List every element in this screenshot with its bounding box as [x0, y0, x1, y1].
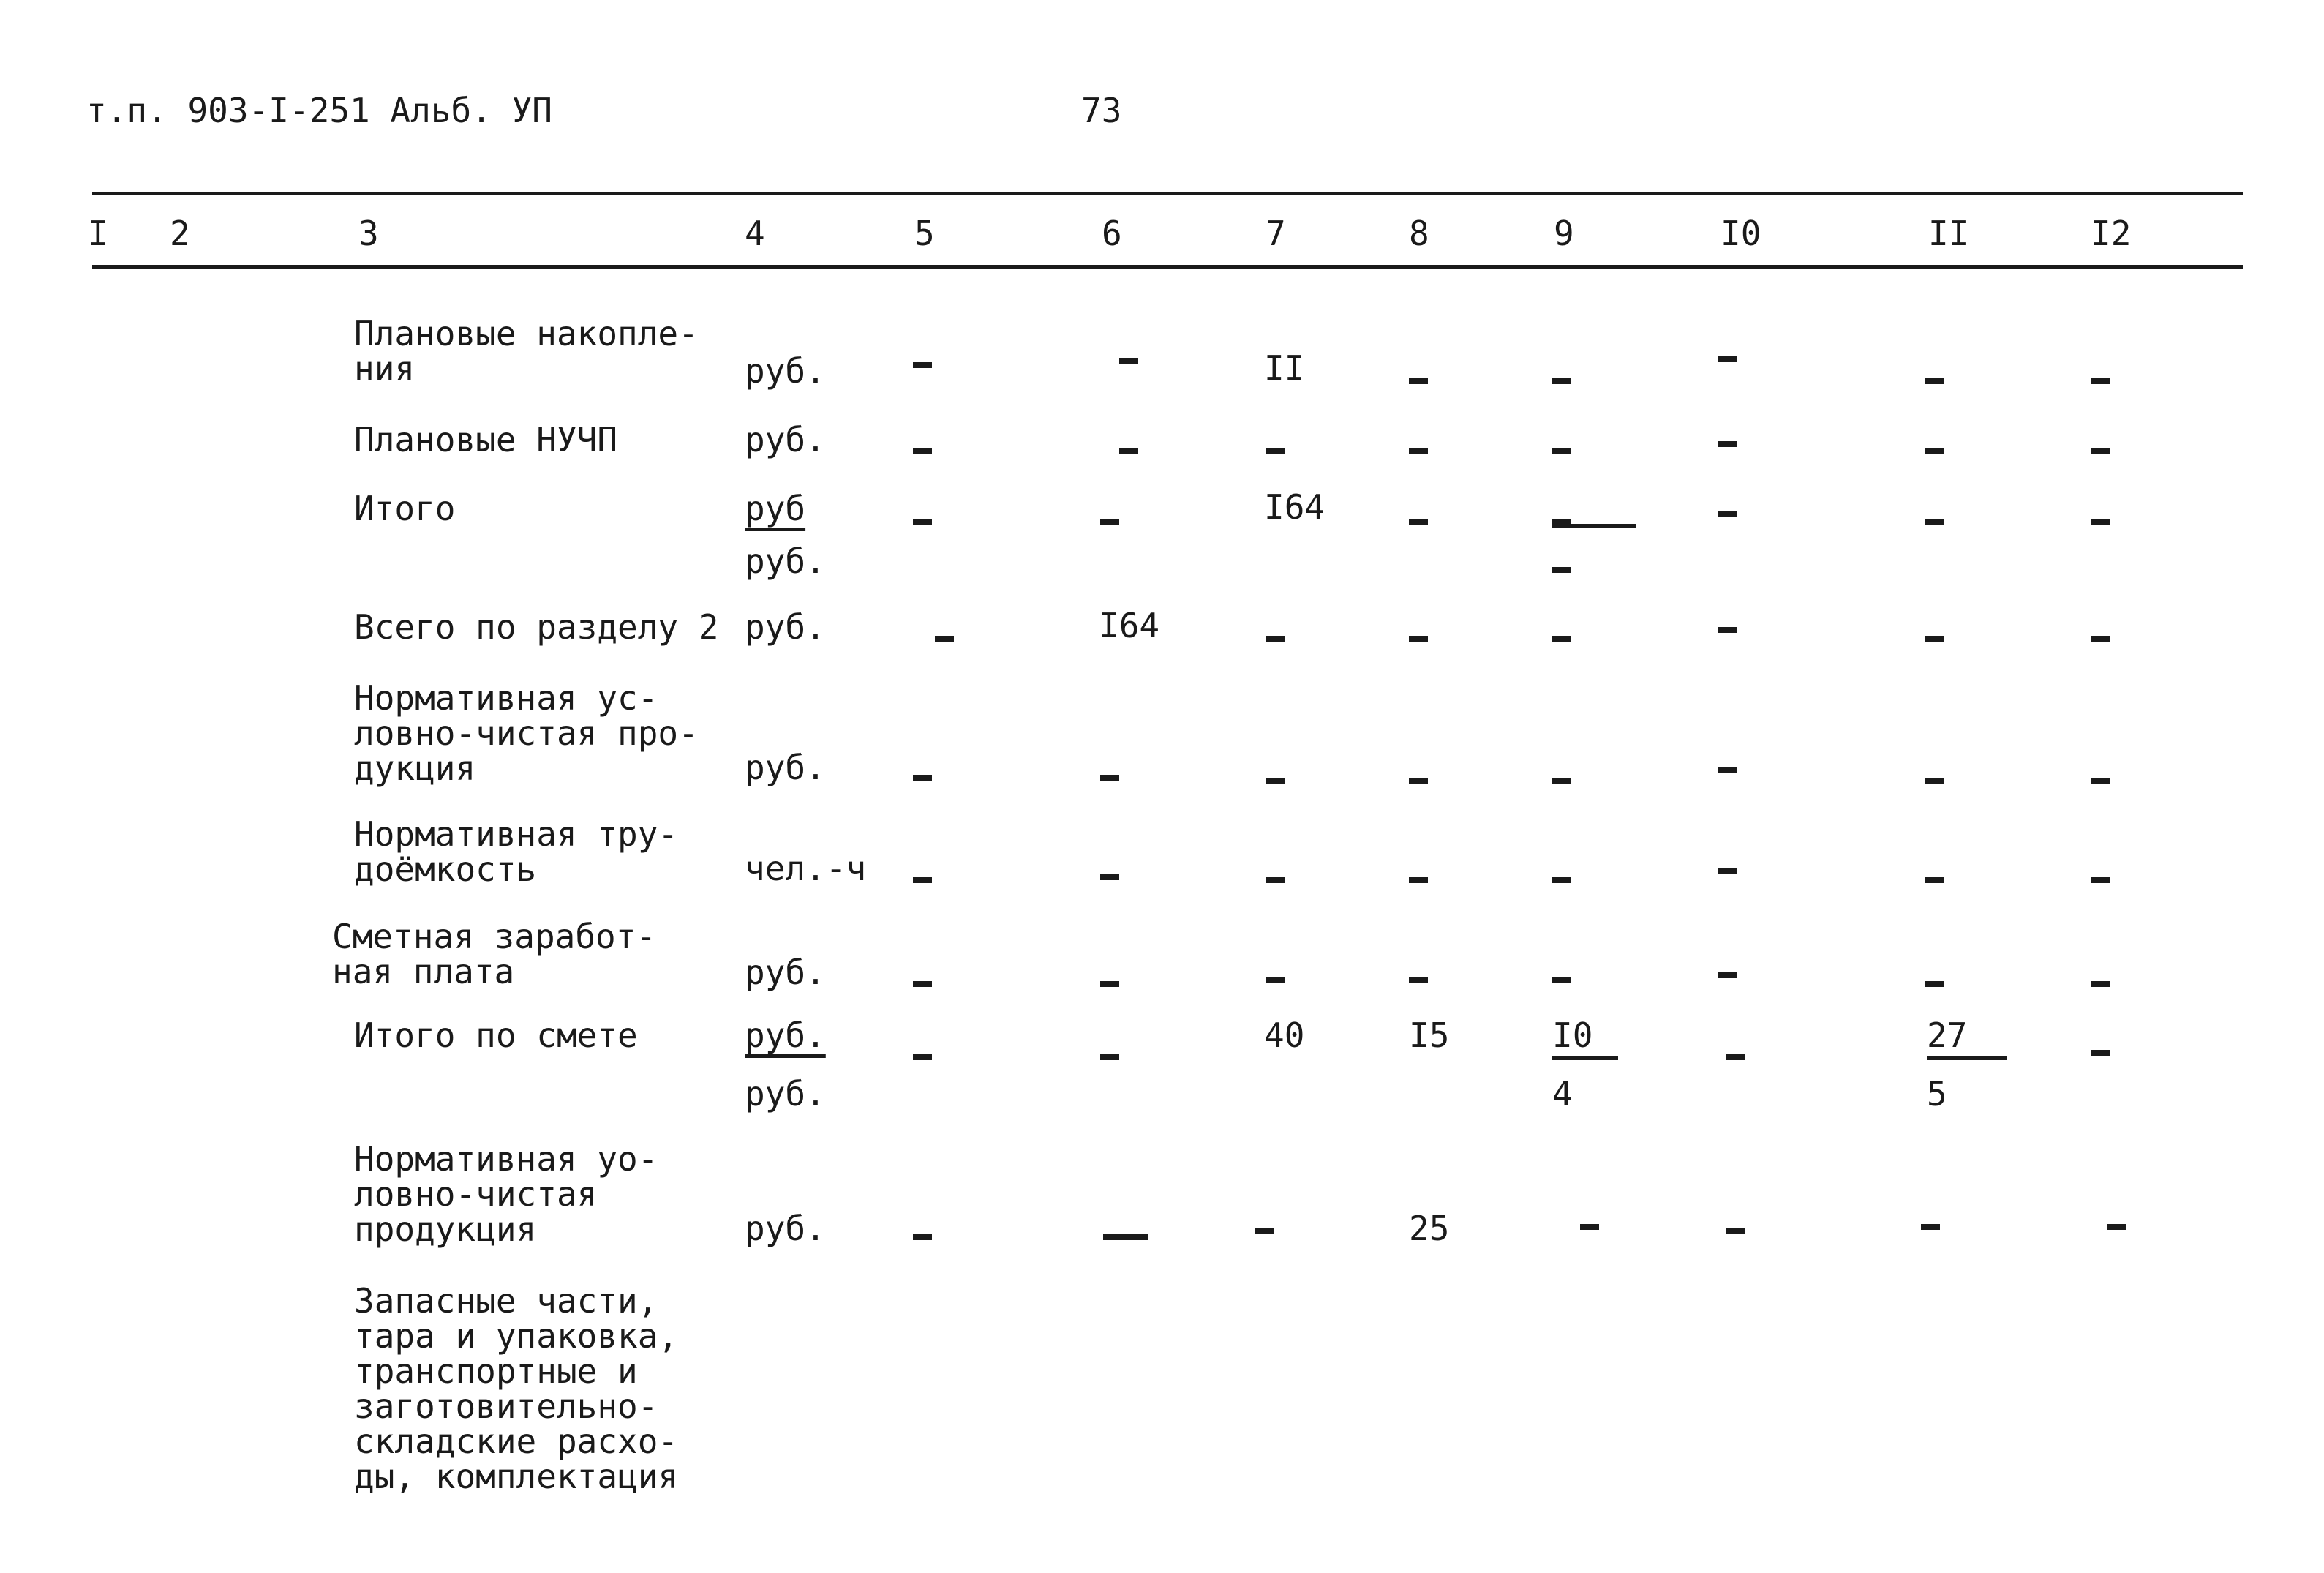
- dash-mark: [1925, 378, 1944, 384]
- row-label: Плановые накопле- ния: [354, 314, 699, 388]
- dash-mark: [1100, 775, 1119, 781]
- dash-mark: [1266, 778, 1285, 784]
- dash-mark: [1925, 981, 1944, 987]
- dash-mark: [1266, 977, 1285, 983]
- cell-value: [1266, 432, 1285, 465]
- dash-mark: [1718, 511, 1737, 517]
- cell-value: [1718, 610, 1737, 644]
- numerator-text: I0: [1552, 1015, 1593, 1055]
- row-unit: руб.: [745, 1015, 826, 1055]
- cell-value: [913, 1217, 932, 1251]
- dash-mark: [935, 636, 954, 642]
- cell-value: [1718, 339, 1737, 373]
- cell-value: [1409, 761, 1428, 795]
- column-header-12: I2: [2091, 214, 2132, 253]
- cell-value: [1552, 361, 1571, 395]
- document-reference: т.п. 903-I-251 Альб. УП: [86, 91, 552, 130]
- dash-mark: [913, 877, 932, 883]
- row-unit: руб.: [745, 607, 826, 647]
- row-label: Запасные части, тара и упаковка, транспортные и заготовительно- складские расхо- ды, комплектация: [354, 1281, 679, 1496]
- cell-value-denominator: 4: [1552, 1074, 1573, 1114]
- dash-mark: [1552, 378, 1571, 384]
- dash-mark: [2107, 1224, 2126, 1230]
- column-header-11: II: [1928, 214, 1969, 253]
- dash-mark: [1726, 1054, 1745, 1060]
- row-unit: руб.: [745, 351, 826, 391]
- dash-mark: [1925, 448, 1944, 454]
- dash-mark: [2091, 778, 2110, 784]
- cell-value: [2091, 860, 2110, 894]
- dash-mark: [1266, 448, 1285, 454]
- dash-mark: [1925, 636, 1944, 642]
- cell-value: [1100, 857, 1119, 891]
- dash-mark: [2091, 519, 2110, 525]
- cell-value: [1925, 761, 1944, 795]
- cell-value: [1925, 860, 1944, 894]
- cell-value: [1266, 761, 1285, 795]
- long-dash-mark: [1103, 1234, 1148, 1240]
- cell-value: [2091, 432, 2110, 465]
- cell-value: [913, 1037, 932, 1071]
- cell-value: [1718, 956, 1737, 989]
- dash-mark: [913, 1234, 932, 1240]
- dash-mark: [1925, 877, 1944, 883]
- dash-mark: [1552, 778, 1571, 784]
- cell-value: [1409, 960, 1428, 994]
- dash-mark: [1552, 519, 1571, 525]
- cell-value-denominator: 5: [1927, 1074, 1947, 1114]
- cell-value: [2107, 1207, 2126, 1241]
- column-header-10: I0: [1721, 214, 1761, 253]
- dash-mark: [1119, 358, 1138, 364]
- cell-value: [913, 860, 932, 894]
- cell-value: [2091, 502, 2110, 536]
- cell-value-numerator: [1927, 1015, 2007, 1060]
- cell-value: [1726, 1037, 1745, 1071]
- cell-value: [1409, 619, 1428, 653]
- cell-value: [2091, 619, 2110, 653]
- dash-mark: [1409, 977, 1428, 983]
- cell-value: [2091, 761, 2110, 795]
- cell-value: [1718, 424, 1737, 458]
- row-label: Плановые НУЧП: [354, 420, 618, 459]
- cell-value: [1718, 495, 1737, 528]
- cell-value: I64: [1264, 487, 1325, 527]
- dash-mark: [913, 519, 932, 525]
- cell-value: [1925, 361, 1944, 395]
- cell-value: [1552, 550, 1571, 584]
- row-label: Всего по разделу 2: [354, 607, 719, 647]
- column-header-5: 5: [914, 214, 935, 253]
- dash-mark: [1552, 877, 1571, 883]
- cell-value: [1409, 361, 1428, 395]
- dash-mark: [1409, 636, 1428, 642]
- cell-value: [1119, 432, 1138, 465]
- dash-mark: [1266, 877, 1285, 883]
- cell-value: [1409, 502, 1428, 536]
- cell-value: [1925, 964, 1944, 998]
- cell-value: I64: [1099, 606, 1160, 645]
- dash-mark: [2091, 981, 2110, 987]
- row-label: Итого: [354, 489, 456, 528]
- numerator-text: 27: [1927, 1015, 1968, 1055]
- dash-mark: [1921, 1224, 1940, 1230]
- dash-mark: [1409, 448, 1428, 454]
- dash-mark: [1409, 778, 1428, 784]
- dash-mark: [1100, 981, 1119, 987]
- dash-mark: [1718, 972, 1737, 978]
- cell-value: [1552, 960, 1571, 994]
- cell-value: [913, 345, 932, 379]
- cell-value: [1580, 1207, 1599, 1241]
- cell-value: [1718, 852, 1737, 885]
- cell-value: [1552, 432, 1571, 465]
- cell-value: [935, 619, 954, 653]
- row-unit: руб: [745, 489, 806, 528]
- row-label: Нормативная ус- ловно-чистая про- дукция: [354, 678, 699, 788]
- dash-mark: [1580, 1224, 1599, 1230]
- cell-value: [2091, 1033, 2110, 1067]
- column-header-9: 9: [1554, 214, 1574, 253]
- cell-value: [1409, 860, 1428, 894]
- dash-mark: [1552, 448, 1571, 454]
- cell-value: [1726, 1212, 1745, 1245]
- cell-value: I5: [1409, 1015, 1450, 1055]
- cell-value: [913, 432, 932, 465]
- row-label: Итого по смете: [354, 1015, 638, 1055]
- cell-value: [1552, 619, 1571, 653]
- dash-mark: [1718, 441, 1737, 447]
- cell-value: 40: [1264, 1015, 1305, 1055]
- row-unit: чел.-ч: [745, 849, 867, 888]
- cell-value: [913, 502, 932, 536]
- dash-mark: [2091, 877, 2110, 883]
- dash-mark: [913, 448, 932, 454]
- dash-mark: [1266, 636, 1285, 642]
- dash-mark: [1409, 877, 1428, 883]
- dash-mark: [913, 1054, 932, 1060]
- dash-mark: [913, 981, 932, 987]
- top-rule: [92, 192, 2243, 195]
- cell-value: [1266, 860, 1285, 894]
- dash-mark: [913, 362, 932, 368]
- row-unit: руб.: [745, 1209, 826, 1248]
- dash-mark: [1718, 356, 1737, 362]
- dash-mark: [1552, 567, 1571, 573]
- dash-mark: [1255, 1228, 1274, 1234]
- dash-mark: [1718, 627, 1737, 633]
- dash-mark: [1552, 636, 1571, 642]
- page-number: 73: [1081, 91, 1122, 130]
- cell-value: [1266, 960, 1285, 994]
- cell-value: [1255, 1212, 1274, 1245]
- cell-value-fraction: [1552, 502, 1636, 528]
- cell-value: [913, 964, 932, 998]
- cell-value-numerator: [1552, 1015, 1618, 1060]
- row-unit: руб.: [745, 420, 826, 459]
- column-header-7: 7: [1266, 214, 1286, 253]
- dash-mark: [1100, 874, 1119, 880]
- cell-value: II: [1264, 348, 1305, 388]
- cell-value: [1552, 761, 1571, 795]
- cell-value: [1119, 341, 1138, 375]
- header-bottom-rule: [92, 265, 2243, 269]
- dash-mark: [2091, 448, 2110, 454]
- dash-mark: [2091, 1050, 2110, 1056]
- dash-mark: [1718, 767, 1737, 773]
- cell-value: [2091, 361, 2110, 395]
- dash-mark: [1718, 868, 1737, 874]
- cell-value: [1718, 751, 1737, 784]
- cell-value: [1925, 619, 1944, 653]
- column-header-3: 3: [358, 214, 379, 253]
- cell-value: [1921, 1207, 1940, 1241]
- cell-value: [1925, 502, 1944, 536]
- column-header-1: I: [88, 214, 108, 253]
- dash-mark: [1100, 1054, 1119, 1060]
- cell-value: [1266, 619, 1285, 653]
- dash-mark: [2091, 378, 2110, 384]
- dash-mark: [1925, 778, 1944, 784]
- cell-value: [1103, 1217, 1148, 1251]
- cell-value: [1552, 860, 1571, 894]
- cell-value: [1100, 758, 1119, 792]
- row-unit-secondary: руб.: [745, 541, 826, 581]
- row-unit: руб.: [745, 953, 826, 992]
- row-unit: руб.: [745, 748, 826, 787]
- dash-mark: [1925, 519, 1944, 525]
- column-header-8: 8: [1409, 214, 1429, 253]
- column-header-6: 6: [1102, 214, 1122, 253]
- dash-mark: [1119, 448, 1138, 454]
- dash-mark: [1409, 519, 1428, 525]
- dash-mark: [2091, 636, 2110, 642]
- cell-value: [1100, 964, 1119, 998]
- column-header-4: 4: [745, 214, 765, 253]
- row-label: Нормативная тру- доёмкость: [354, 814, 679, 889]
- dash-mark: [1100, 519, 1119, 525]
- dash-mark: [913, 775, 932, 781]
- cell-value: [1409, 432, 1428, 465]
- dash-mark: [1552, 977, 1571, 983]
- row-label: Нормативная уо- ловно-чистая продукция: [354, 1139, 658, 1249]
- dash-mark: [1726, 1228, 1745, 1234]
- cell-value: [2091, 964, 2110, 998]
- column-header-2: 2: [170, 214, 190, 253]
- cell-value: [1100, 1037, 1119, 1071]
- cell-value: [1100, 502, 1119, 536]
- dash-mark: [1409, 378, 1428, 384]
- cell-value: [913, 758, 932, 792]
- row-unit-secondary: руб.: [745, 1074, 826, 1114]
- cell-value: [1925, 432, 1944, 465]
- row-label: Сметная заработ- ная плата: [332, 917, 657, 991]
- cell-value: 25: [1409, 1209, 1450, 1248]
